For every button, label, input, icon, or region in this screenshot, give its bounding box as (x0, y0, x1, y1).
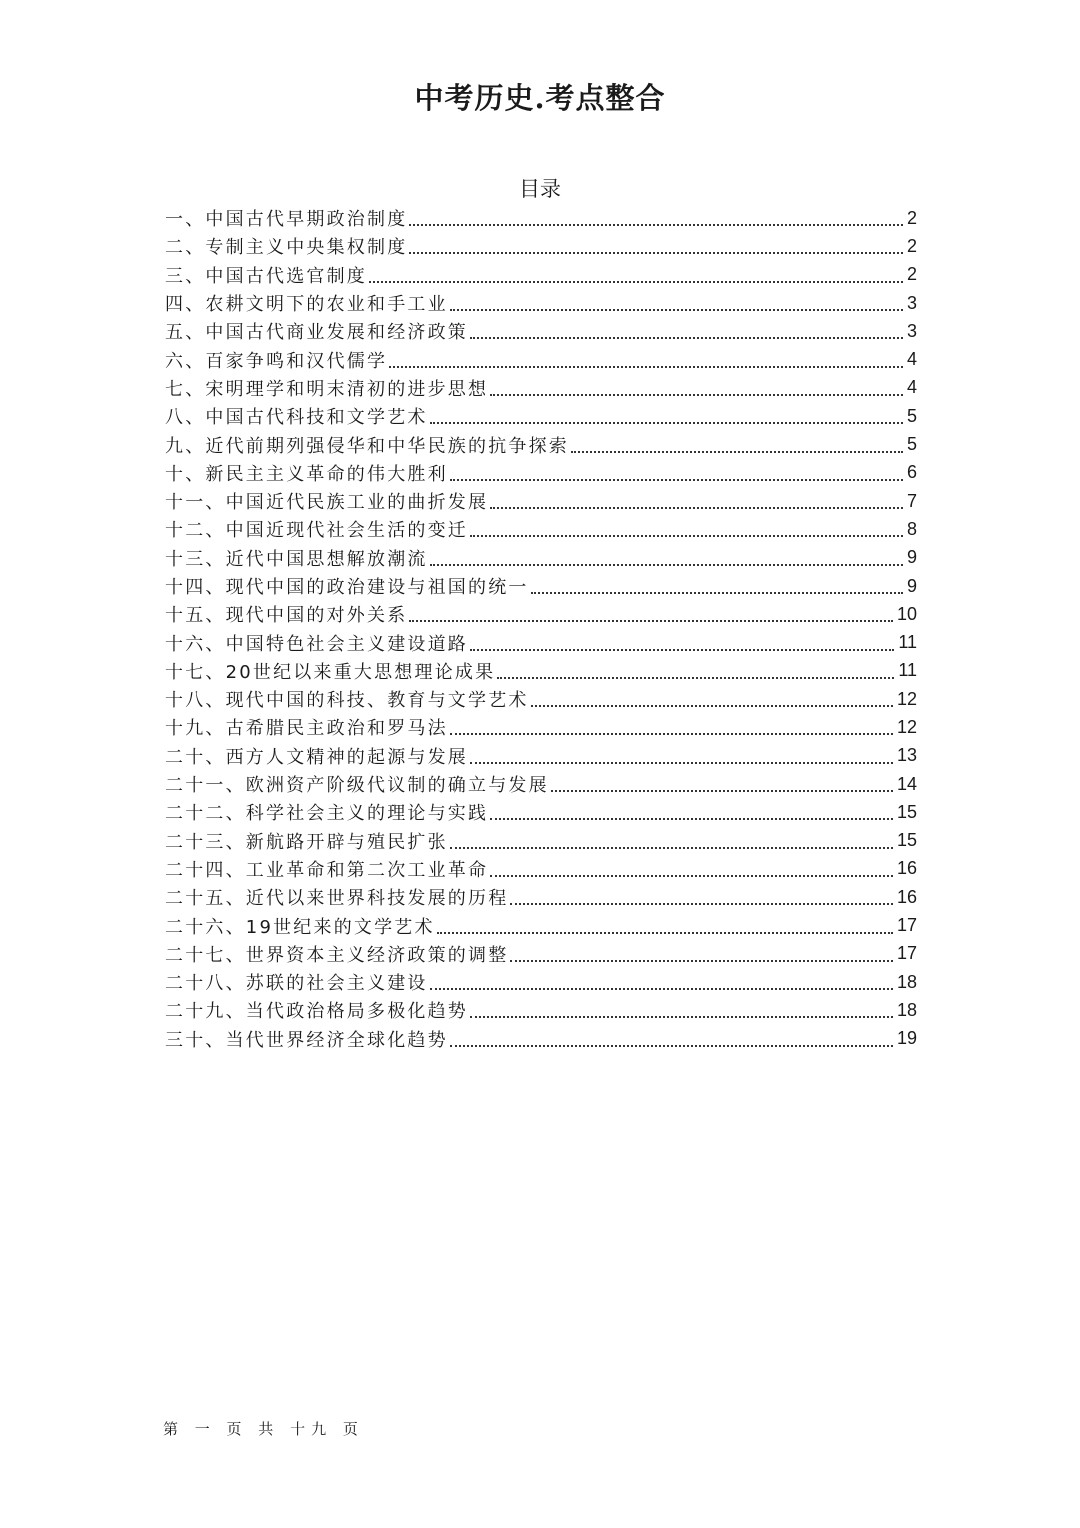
toc-entry-page-number: 4 (906, 349, 917, 370)
toc-entry-page-number: 9 (906, 547, 917, 568)
toc-entry-title: 二十一、欧洲资产阶级代议制的确立与发展 (165, 775, 549, 797)
toc-entry[interactable] (165, 232, 917, 260)
toc-entry-page-number: 18 (896, 971, 917, 992)
toc-entry-page-number: 11 (898, 660, 917, 681)
toc-entry-page-number: 7 (906, 490, 917, 511)
toc-dot-leader (470, 762, 893, 764)
toc-entry-page-number: 10 (896, 603, 917, 624)
toc-entry-title: 十三、近代中国思想解放潮流 (165, 548, 428, 570)
toc-entry[interactable] (165, 713, 917, 741)
toc-entry-page-number: 5 (906, 434, 917, 455)
toc-entry[interactable] (165, 345, 917, 373)
toc-dot-leader (470, 535, 903, 537)
toc-entry-title: 十、新民主主义革命的伟大胜利 (165, 463, 448, 485)
toc-entry-page-number: 15 (896, 830, 917, 851)
toc-dot-leader (450, 847, 893, 849)
toc-entry[interactable] (165, 657, 917, 685)
toc-entry[interactable] (165, 261, 917, 289)
toc-dot-leader (571, 451, 903, 453)
toc-entry-title: 九、近代前期列强侵华和中华民族的抗争探索 (165, 435, 569, 457)
toc-dot-leader (409, 252, 903, 254)
toc-entry[interactable] (165, 402, 917, 430)
toc-dot-leader (531, 592, 903, 594)
toc-entry[interactable] (165, 374, 917, 402)
toc-entry[interactable] (165, 317, 917, 345)
toc-entry-title: 十五、现代中国的对外关系 (165, 605, 408, 627)
toc-dot-leader (430, 422, 903, 424)
toc-entry[interactable] (165, 515, 917, 543)
toc-dot-leader (369, 281, 903, 283)
toc-dot-leader (531, 705, 893, 707)
toc-dot-leader (490, 507, 903, 509)
toc-entry[interactable] (165, 487, 917, 515)
toc-dot-leader (437, 932, 893, 934)
toc-entry-title: 二十、西方人文精神的起源与发展 (165, 746, 468, 768)
toc-entry-title: 十七、20世纪以来重大思想理论成果 (165, 661, 496, 683)
toc-entry-title: 八、中国古代科技和文学艺术 (165, 407, 428, 429)
toc-entry-title: 三、中国古代选官制度 (165, 265, 367, 287)
toc-entry-page-number: 17 (896, 943, 917, 964)
toc-entry-page-number: 16 (896, 886, 917, 907)
toc-entry[interactable] (165, 883, 917, 911)
toc-dot-leader (470, 337, 903, 339)
toc-dot-leader (450, 1045, 893, 1047)
toc-entry-page-number: 12 (896, 716, 917, 737)
toc-entry[interactable] (165, 544, 917, 572)
toc-entry[interactable] (165, 798, 917, 826)
toc-entry-page-number: 3 (906, 320, 917, 341)
toc-entry-page-number: 19 (896, 1028, 917, 1049)
toc-entry[interactable] (165, 742, 917, 770)
toc-entry-title: 二十九、当代政治格局多极化趋势 (165, 1001, 468, 1023)
toc-dot-leader (389, 366, 903, 368)
toc-entry-page-number: 3 (906, 292, 917, 313)
toc-dot-leader (450, 479, 903, 481)
toc-entry-title: 二十六、19世纪来的文学艺术 (165, 916, 435, 938)
toc-entry-page-number: 17 (896, 915, 917, 936)
toc-dot-leader (409, 620, 893, 622)
toc-entry-title: 七、宋明理学和明末清初的进步思想 (165, 378, 489, 400)
toc-entry-page-number: 4 (906, 377, 917, 398)
toc-entry[interactable] (165, 430, 917, 458)
toc-entry-title: 二、专制主义中央集权制度 (165, 237, 408, 259)
toc-entry-page-number: 2 (906, 235, 917, 256)
toc-entry-title: 十八、现代中国的科技、教育与文学艺术 (165, 690, 529, 712)
toc-entry-title: 十九、古希腊民主政治和罗马法 (165, 718, 448, 740)
toc-entry[interactable] (165, 685, 917, 713)
toc-entry[interactable] (165, 827, 917, 855)
table-of-contents (165, 204, 917, 1053)
toc-entry-title: 四、农耕文明下的农业和手工业 (165, 294, 448, 316)
toc-entry[interactable] (165, 911, 917, 939)
toc-entry-title: 五、中国古代商业发展和经济政策 (165, 322, 468, 344)
toc-entry-page-number: 6 (906, 462, 917, 483)
toc-entry[interactable] (165, 1025, 917, 1053)
toc-entry[interactable] (165, 628, 917, 656)
toc-entry[interactable] (165, 600, 917, 628)
toc-entry-page-number: 9 (906, 575, 917, 596)
toc-entry-title: 十一、中国近代民族工业的曲折发展 (165, 492, 489, 514)
toc-entry[interactable] (165, 855, 917, 883)
toc-entry-title: 二十五、近代以来世界科技发展的历程 (165, 888, 509, 910)
toc-dot-leader (510, 960, 893, 962)
toc-dot-leader (409, 224, 903, 226)
toc-entry-page-number: 12 (896, 688, 917, 709)
toc-dot-leader (551, 790, 893, 792)
toc-entry-title: 六、百家争鸣和汉代儒学 (165, 350, 388, 372)
toc-dot-leader (450, 309, 903, 311)
toc-heading: 目录 (519, 177, 561, 201)
toc-entry-title: 十四、现代中国的政治建设与祖国的统一 (165, 577, 529, 598)
toc-entry-page-number: 14 (896, 773, 917, 794)
toc-entry-page-number: 2 (906, 264, 917, 285)
toc-entry-title: 二十二、科学社会主义的理论与实践 (165, 803, 489, 825)
toc-entry-title: 十六、中国特色社会主义建设道路 (165, 633, 468, 655)
toc-entry-title: 二十七、世界资本主义经济政策的调整 (165, 944, 509, 966)
document-title: 中考历史.考点整合 (414, 81, 666, 115)
toc-entry-title: 二十三、新航路开辟与殖民扩张 (165, 831, 448, 853)
toc-entry-title: 一、中国古代早期政治制度 (165, 209, 408, 231)
toc-entry[interactable] (165, 459, 917, 487)
toc-dot-leader (430, 988, 893, 990)
toc-entry-title: 十二、中国近现代社会生活的变迁 (165, 520, 468, 542)
toc-entry-page-number: 15 (896, 801, 917, 822)
toc-entry[interactable] (165, 572, 917, 600)
toc-entry-page-number: 2 (906, 207, 917, 228)
toc-entry[interactable] (165, 770, 917, 798)
toc-entry-title: 二十八、苏联的社会主义建设 (165, 973, 428, 995)
toc-entry[interactable] (165, 204, 917, 232)
toc-entry-page-number: 5 (906, 405, 917, 426)
toc-dot-leader (490, 394, 903, 396)
toc-entry-title: 三十、当代世界经济全球化趋势 (165, 1029, 448, 1051)
toc-entry-page-number: 8 (906, 518, 917, 539)
toc-entry[interactable] (165, 289, 917, 317)
toc-entry[interactable] (165, 968, 917, 996)
toc-entry-page-number: 13 (896, 745, 917, 766)
toc-entry[interactable] (165, 940, 917, 968)
toc-entry[interactable] (165, 996, 917, 1024)
toc-entry-page-number: 16 (896, 858, 917, 879)
toc-dot-leader (470, 649, 894, 651)
toc-dot-leader (450, 733, 893, 735)
page-footer: 第 一 页 共 十九 页 (163, 1420, 364, 1438)
toc-dot-leader (490, 818, 893, 820)
toc-entry-page-number: 11 (898, 632, 917, 653)
toc-dot-leader (510, 903, 893, 905)
toc-dot-leader (430, 564, 903, 566)
toc-dot-leader (470, 1016, 893, 1018)
toc-entry-title: 二十四、工业革命和第二次工业革命 (165, 859, 489, 881)
toc-entry-page-number: 18 (896, 999, 917, 1020)
toc-dot-leader (497, 677, 894, 679)
toc-dot-leader (490, 875, 893, 877)
